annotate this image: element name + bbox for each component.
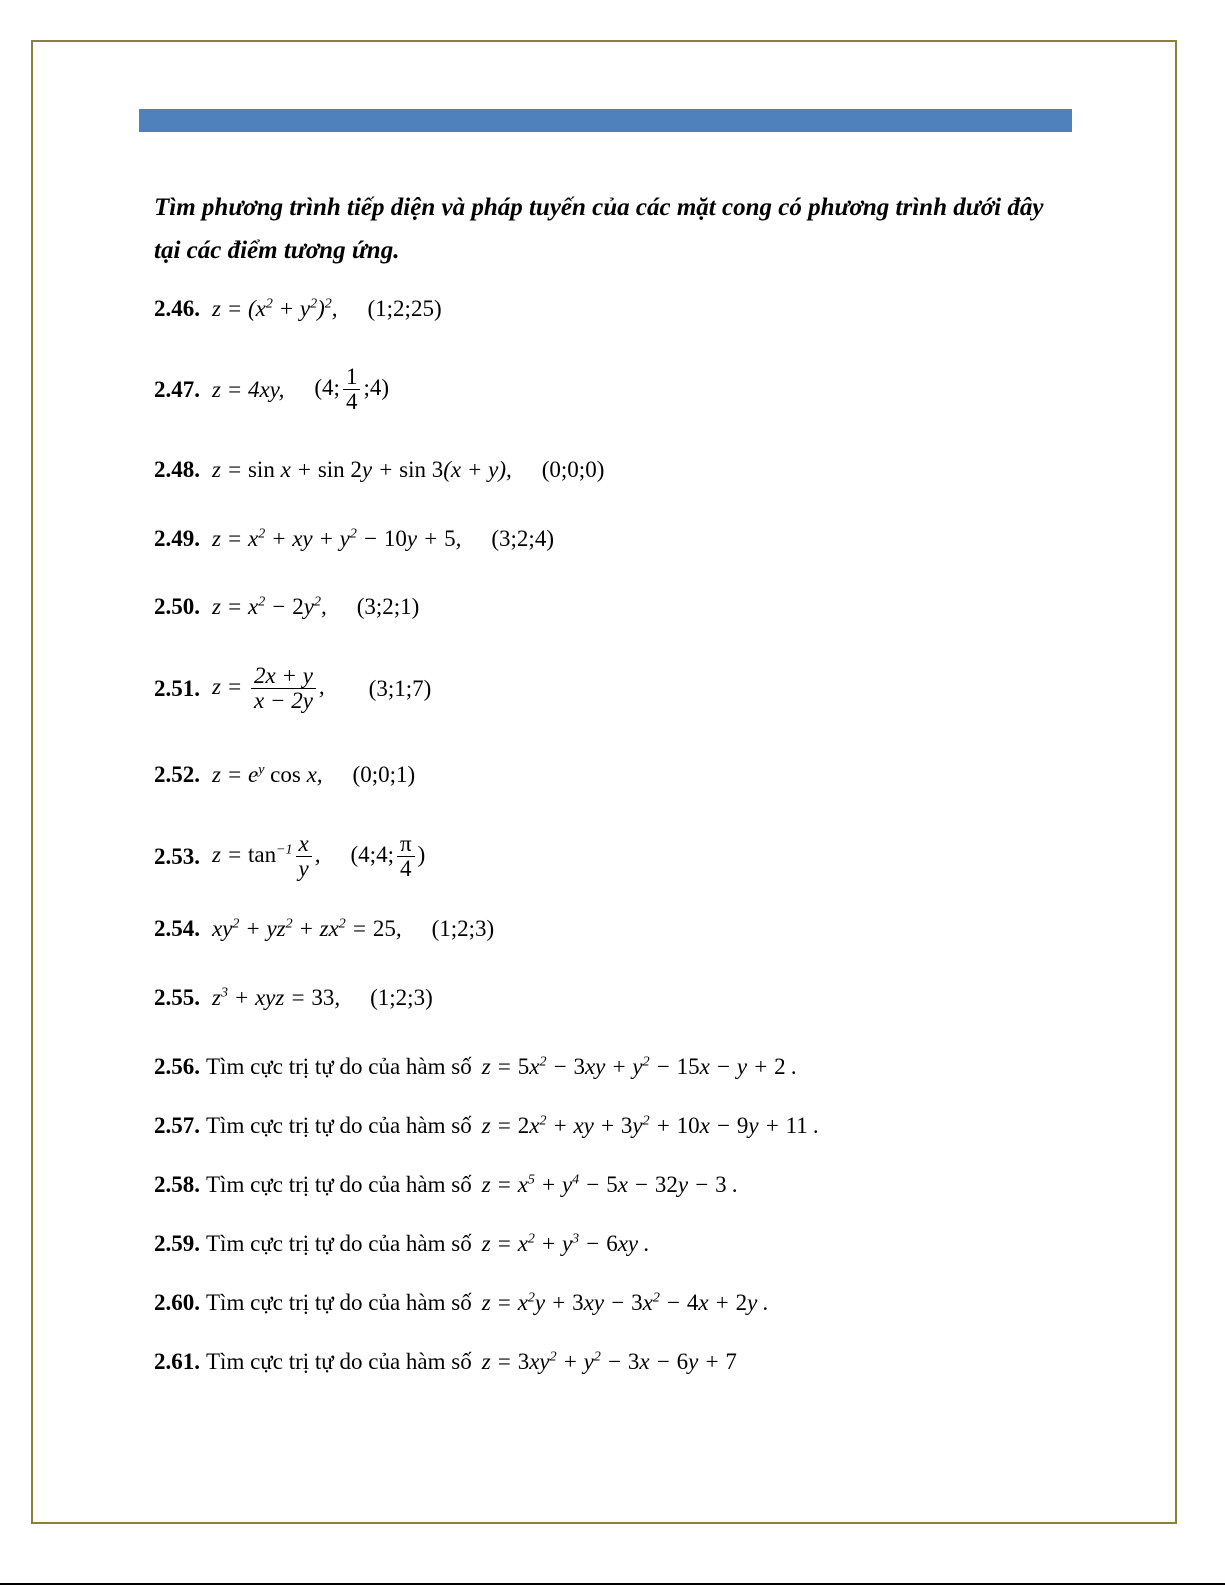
problem-2-49: 2.49. $z = x^2$ + xy + $y^2 - 10y + 5$, (3;2;4) (154, 526, 554, 551)
equation: $z = 2x^2$ + xy + $3y^2 + 10x - 9y + 11$ . (481, 1113, 820, 1138)
equation: $z = x^5 + y^4 - 5x - 32y - 3$ . (481, 1172, 739, 1197)
equation: $z = x^2 - 2y^2$, (212, 594, 327, 619)
problem-2-47: 2.47. z = 4xy, (4; $\frac{1}{4}$ ;4) (154, 364, 389, 415)
problem-2-61: 2.61. Tìm cực trị tự do của hàm số $z = 3xy^2 + y^2 - 3x - 6y + 7$ (154, 1349, 737, 1374)
problem-2-51: 2.51. z = $\frac{2x + y}{x - 2y}$ , (3;1;7) (154, 663, 432, 714)
equation: z = 4xy, (212, 376, 285, 402)
point: (4;4; $\frac{\pi}{4}$ ) (350, 831, 426, 882)
equation: $z = x^2$ + xy + $y^2 - 10y + 5$, (212, 526, 462, 551)
problem-2-59: 2.59. Tìm cực trị tự do của hàm số $z = x^2 + y^3 - 6xy$ . (154, 1231, 650, 1256)
equation: z = sin x + sin 2y + sin 3(x + y), (212, 457, 512, 482)
problem-2-57: 2.57. Tìm cực trị tự do của hàm số $z = 2x^2$ + xy + $3y^2 + 10x - 9y + 11$ . (154, 1113, 820, 1138)
problem-2-60: 2.60. Tìm cực trị tự do của hàm số $z = x^2y + 3xy - 3x^2 - 4x + 2y$ . (154, 1290, 769, 1315)
problem-2-55: 2.55. $z^3$ + xyz = 33, (1;2;3) (154, 985, 433, 1010)
equation: $z = 5x^2 - 3xy + y^2 - 15x - y + 2$ . (481, 1054, 798, 1079)
problem-2-58: 2.58. Tìm cực trị tự do của hàm số $z = x^5 + y^4 - 5x - 32y - 3$ . (154, 1172, 739, 1197)
equation: $z = \tan^{-1}$ $\frac{x}{y}$ , (212, 831, 321, 882)
equation: $z = e^y$ cos x, (212, 762, 323, 787)
equation: $z = x^2y + 3xy - 3x^2 - 4x + 2y$ . (481, 1290, 769, 1315)
intro-text: Tìm phương trình tiếp diện và pháp tuyến của các mặt cong có phương trình dưới đây tại các điểm tương ứng. (154, 194, 1044, 264)
header-bar (139, 109, 1072, 132)
equation: $z^3$ + xyz = 33, (212, 985, 341, 1010)
point: (4; $\frac{1}{4}$ ;4) (314, 364, 389, 415)
equation: $z = 3xy^2 + y^2 - 3x - 6y + 7$ (481, 1349, 737, 1374)
equation: z = $\frac{2x + y}{x - 2y}$ , (212, 663, 325, 714)
problem-2-54: 2.54. $xy^2 + yz^2 + zx^2 = 25$, (1;2;3) (154, 916, 495, 941)
problem-2-48: 2.48. z = sin x + sin 2y + sin 3(x + y), (0;0;0) (154, 457, 605, 482)
equation: $z = x^2 + y^3 - 6xy$ . (481, 1231, 650, 1256)
problem-2-46: 2.46. $z = (x^2 + y^2)^2$, (1;2;25) (154, 296, 442, 321)
problem-2-52: 2.52. $z = e^y$ cos x, (0;0;1) (154, 762, 416, 787)
problem-2-56: 2.56. Tìm cực trị tự do của hàm số $z = 5x^2 - 3xy + y^2 - 15x - y + 2$ . (154, 1054, 798, 1079)
problem-2-53: 2.53. $z = \tan^{-1}$ $\frac{x}{y}$ , (4;4; $\frac{\pi}{4}$ ) (154, 831, 426, 882)
equation: $z = (x^2 + y^2)^2$, (212, 296, 338, 321)
problem-2-50: 2.50. $z = x^2 - 2y^2$, (3;2;1) (154, 594, 420, 619)
equation: $xy^2 + yz^2 + zx^2 = 25$, (212, 916, 402, 941)
